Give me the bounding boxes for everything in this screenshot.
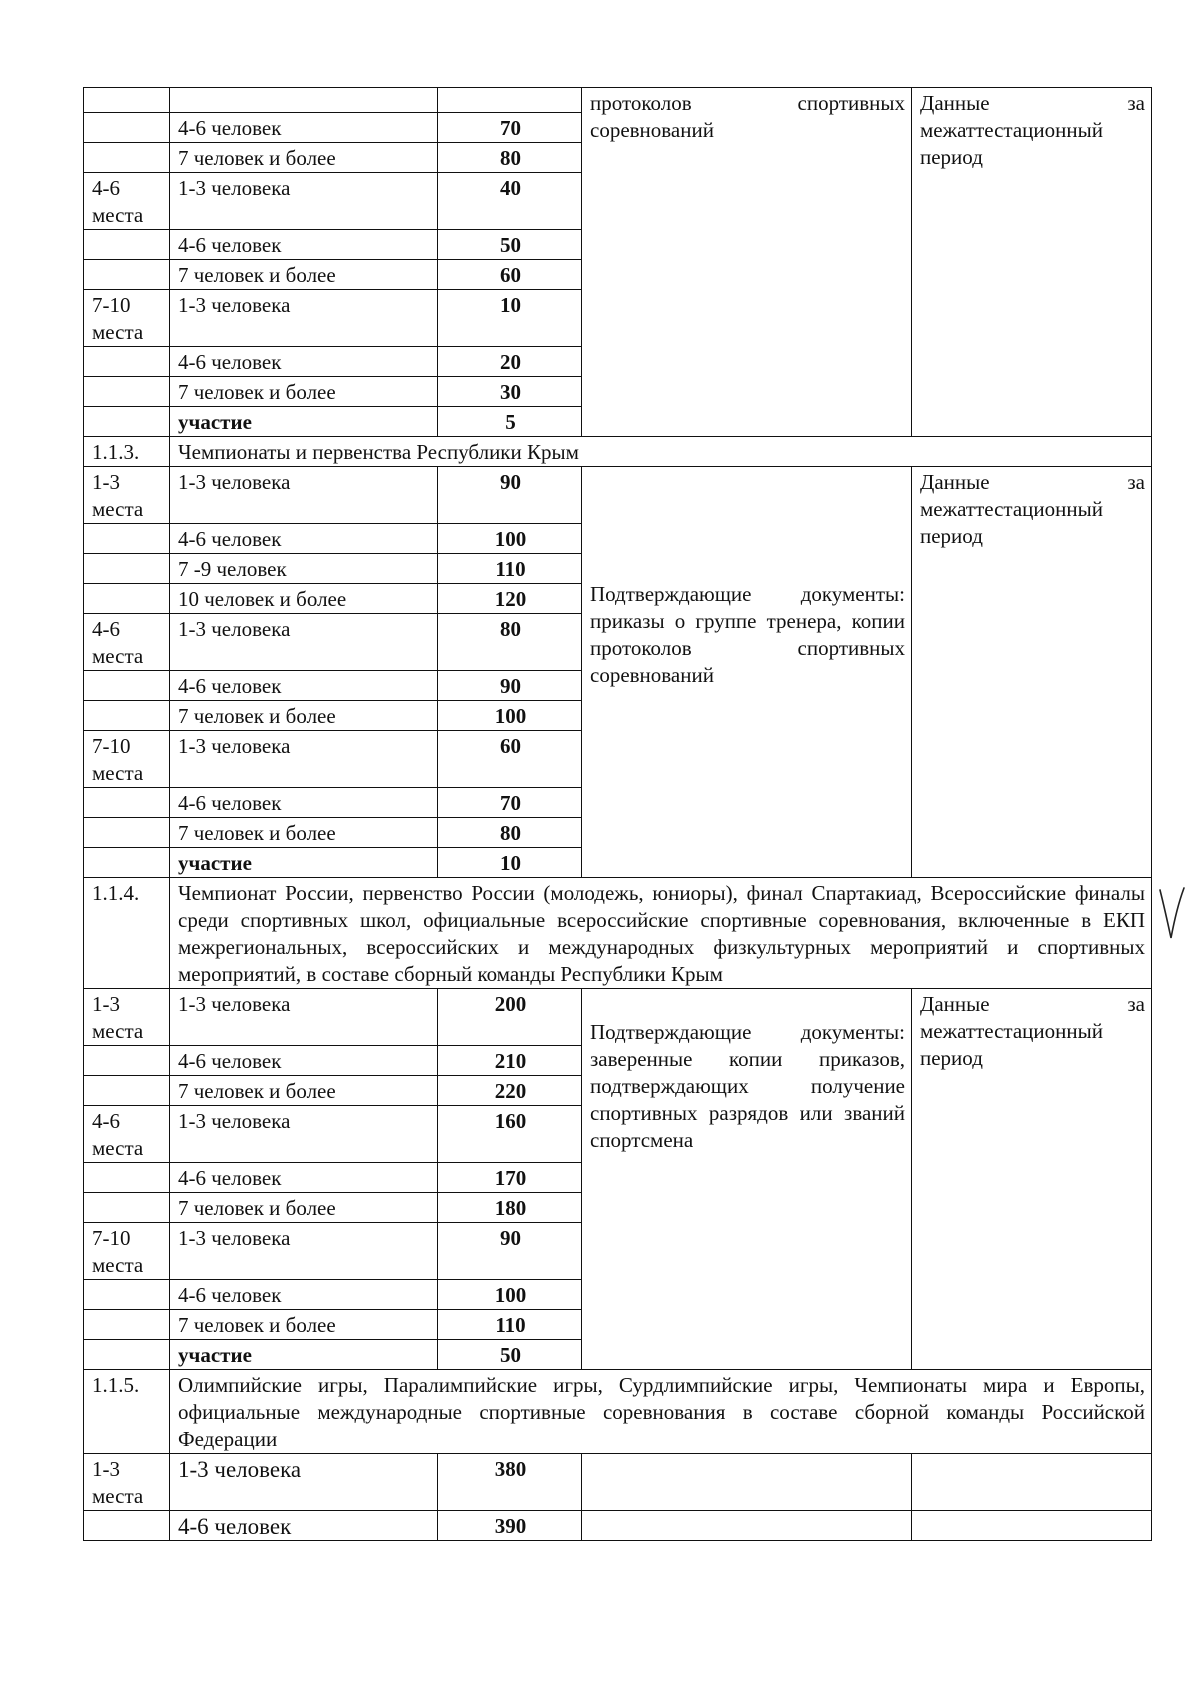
place-cell: 4-6 места (84, 614, 170, 671)
points-cell: 90 (438, 671, 582, 701)
place-cell (84, 230, 170, 260)
section-title: Чемпионаты и первенства Республики Крым (170, 437, 1152, 467)
group-cell: 4-6 человек (170, 1511, 438, 1541)
section-header-row (84, 878, 1152, 989)
group-cell: 7 -9 человек (170, 554, 438, 584)
place-cell (84, 818, 170, 848)
points-cell (438, 88, 582, 113)
group-cell: 4-6 человек (170, 1280, 438, 1310)
group-cell: 7 человек и более (170, 1076, 438, 1106)
handwritten-checkmark (1158, 886, 1186, 942)
group-cell: 4-6 человек (170, 1046, 438, 1076)
points-cell: 110 (438, 1310, 582, 1340)
group-cell: 1-3 человека (170, 989, 438, 1046)
place-cell (84, 701, 170, 731)
criteria-table (83, 87, 1152, 1541)
place-cell: 7-10 места (84, 1223, 170, 1280)
section-title: Чемпионат России, первенство России (молодежь, юниоры), финал Спартакиад, Всероссийские финалы среди спортивных школ, официальные всероссийские спортивные соревнования, включенные в ЕКП межрегиональных, всероссийских и международных физкультурных мероприятий и спортивных мероприятий, в составе сборный команды Республики Крым (170, 878, 1152, 989)
period-cell (912, 1454, 1152, 1511)
group-cell: 7 человек и более (170, 143, 438, 173)
place-cell (84, 1163, 170, 1193)
group-cell: 4-6 человек (170, 788, 438, 818)
points-cell: 380 (438, 1454, 582, 1511)
points-cell: 80 (438, 818, 582, 848)
group-cell: 7 человек и более (170, 260, 438, 290)
points-cell: 90 (438, 467, 582, 524)
place-cell (84, 1340, 170, 1370)
place-cell (84, 1310, 170, 1340)
period-cell (912, 1511, 1152, 1541)
section-title: Олимпийские игры, Паралимпийские игры, Сурдлимпийские игры, Чемпионаты мира и Европы, официальные международные спортивные соревнования в составе сборной команды Российской Федерации (170, 1370, 1152, 1454)
points-cell: 60 (438, 260, 582, 290)
group-cell (170, 88, 438, 113)
section-number: 1.1.5. (84, 1370, 170, 1454)
points-cell: 100 (438, 701, 582, 731)
place-cell: 4-6 места (84, 1106, 170, 1163)
points-cell: 120 (438, 584, 582, 614)
place-cell (84, 788, 170, 818)
place-cell (84, 554, 170, 584)
place-cell (84, 1511, 170, 1541)
period-cell: Данные за межаттестационный период (912, 989, 1152, 1370)
group-cell: 4-6 человек (170, 113, 438, 143)
group-cell: 4-6 человек (170, 1163, 438, 1193)
points-cell: 80 (438, 614, 582, 671)
group-cell: участие (170, 407, 438, 437)
group-cell: 1-3 человека (170, 614, 438, 671)
docs-cell: протоколов спортивных соревнований (582, 88, 912, 437)
group-cell: 7 человек и более (170, 818, 438, 848)
points-cell: 10 (438, 848, 582, 878)
points-cell: 200 (438, 989, 582, 1046)
points-cell: 10 (438, 290, 582, 347)
group-cell: 7 человек и более (170, 1310, 438, 1340)
points-cell: 100 (438, 524, 582, 554)
place-cell: 1-3 места (84, 467, 170, 524)
docs-cell: Подтверждающие документы: приказы о группе тренера, копии протоколов спортивных соревнований (582, 467, 912, 878)
docs-cell: Подтверждающие документы: заверенные копии приказов, подтверждающих получение спортивных разрядов или званий спортсмена (582, 989, 912, 1370)
table-row (84, 88, 1152, 113)
place-cell (84, 1076, 170, 1106)
group-cell: 1-3 человека (170, 467, 438, 524)
place-cell (84, 260, 170, 290)
place-cell (84, 848, 170, 878)
place-cell (84, 584, 170, 614)
group-cell: 1-3 человека (170, 731, 438, 788)
place-cell: 4-6 места (84, 173, 170, 230)
table-row (84, 1511, 1152, 1541)
place-cell (84, 1046, 170, 1076)
group-cell: 4-6 человек (170, 230, 438, 260)
group-cell: 1-3 человека (170, 1223, 438, 1280)
place-cell: 1-3 места (84, 989, 170, 1046)
place-cell (84, 347, 170, 377)
points-cell: 30 (438, 377, 582, 407)
points-cell: 90 (438, 1223, 582, 1280)
points-cell: 20 (438, 347, 582, 377)
group-cell: 4-6 человек (170, 347, 438, 377)
table-row (84, 467, 1152, 524)
points-cell: 70 (438, 113, 582, 143)
docs-cell (582, 1454, 912, 1511)
section-number: 1.1.3. (84, 437, 170, 467)
points-cell: 110 (438, 554, 582, 584)
place-cell (84, 407, 170, 437)
points-cell: 210 (438, 1046, 582, 1076)
points-cell: 220 (438, 1076, 582, 1106)
group-cell: 10 человек и более (170, 584, 438, 614)
section-number: 1.1.4. (84, 878, 170, 989)
group-cell: 1-3 человека (170, 290, 438, 347)
place-cell (84, 671, 170, 701)
period-cell: Данные за межаттестационный период (912, 88, 1152, 437)
points-cell: 60 (438, 731, 582, 788)
place-cell (84, 143, 170, 173)
place-cell (84, 113, 170, 143)
place-cell (84, 88, 170, 113)
points-cell: 40 (438, 173, 582, 230)
group-cell: 4-6 человек (170, 524, 438, 554)
place-cell: 7-10 места (84, 290, 170, 347)
group-cell: 4-6 человек (170, 671, 438, 701)
points-cell: 170 (438, 1163, 582, 1193)
points-cell: 390 (438, 1511, 582, 1541)
place-cell: 7-10 места (84, 731, 170, 788)
points-cell: 70 (438, 788, 582, 818)
group-cell: 7 человек и более (170, 1193, 438, 1223)
place-cell (84, 524, 170, 554)
place-cell (84, 1280, 170, 1310)
points-cell: 50 (438, 1340, 582, 1370)
group-cell: 7 человек и более (170, 377, 438, 407)
points-cell: 50 (438, 230, 582, 260)
points-cell: 160 (438, 1106, 582, 1163)
points-cell: 180 (438, 1193, 582, 1223)
section-header-row (84, 1370, 1152, 1454)
place-cell (84, 1193, 170, 1223)
group-cell: 7 человек и более (170, 701, 438, 731)
place-cell: 1-3 места (84, 1454, 170, 1511)
group-cell: 1-3 человека (170, 1454, 438, 1511)
group-cell: 1-3 человека (170, 173, 438, 230)
period-cell: Данные за межаттестационный период (912, 467, 1152, 878)
points-cell: 80 (438, 143, 582, 173)
group-cell: 1-3 человека (170, 1106, 438, 1163)
place-cell (84, 377, 170, 407)
table-row (84, 1454, 1152, 1511)
docs-cell (582, 1511, 912, 1541)
table-row (84, 989, 1152, 1046)
group-cell: участие (170, 1340, 438, 1370)
section-header-row (84, 437, 1152, 467)
points-cell: 100 (438, 1280, 582, 1310)
group-cell: участие (170, 848, 438, 878)
points-cell: 5 (438, 407, 582, 437)
